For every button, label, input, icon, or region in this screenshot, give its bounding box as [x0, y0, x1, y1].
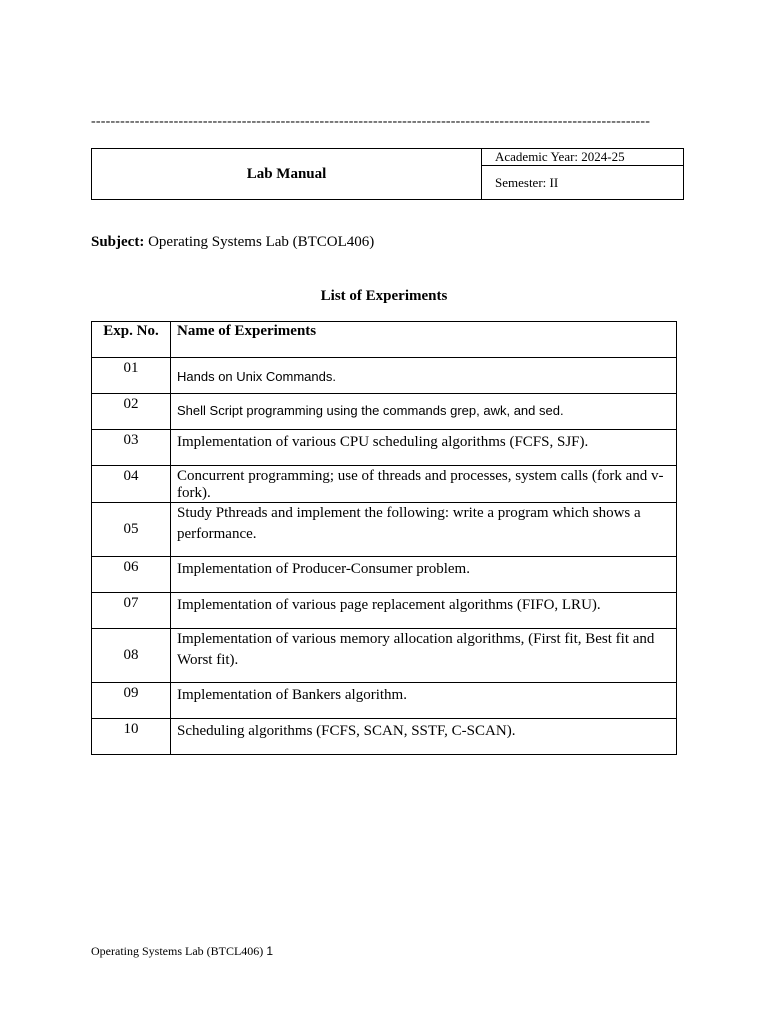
table-row	[92, 430, 677, 466]
header-box	[91, 148, 684, 200]
exp-no: 03	[92, 430, 171, 466]
exp-name: Scheduling algorithms (FCFS, SCAN, SSTF, C-SCAN).	[171, 719, 677, 755]
exp-no: 05	[92, 503, 171, 557]
table-row	[92, 503, 677, 557]
exp-no: 04	[92, 466, 171, 503]
table-row	[92, 394, 677, 430]
experiments-table	[91, 321, 677, 755]
exp-name: Implementation of Producer-Consumer problem.	[171, 557, 677, 593]
subject-value: Operating Systems Lab (BTCOL406)	[148, 234, 375, 250]
table-row	[92, 466, 677, 503]
list-title: List of Experiments	[320, 288, 448, 304]
page-footer	[91, 943, 273, 959]
exp-no: 08	[92, 629, 171, 683]
exp-name-text: Shell Script programming using the commands grep, awk, and sed.	[177, 403, 564, 418]
table-row	[92, 358, 677, 394]
exp-no: 09	[92, 683, 171, 719]
table-row	[92, 557, 677, 593]
table-row	[92, 683, 677, 719]
exp-name: Concurrent programming; use of threads and processes, system calls (fork and v-fork).	[171, 466, 677, 503]
exp-no: 02	[92, 394, 171, 430]
exp-name: Study Pthreads and implement the following: write a program which shows a performance.	[171, 503, 677, 557]
header-exp-no: Exp. No.	[92, 322, 171, 358]
table-header-row	[92, 322, 677, 358]
exp-name-text: Hands on Unix Commands.	[177, 369, 336, 384]
exp-name: Implementation of various memory allocation algorithms, (First fit, Best fit and Worst fit).	[171, 629, 677, 683]
exp-no: 07	[92, 593, 171, 629]
separator-line: -------------------------------------------------------------------------------------------------------------------	[91, 114, 651, 129]
exp-name: Implementation of various page replacement algorithms (FIFO, LRU).	[171, 593, 677, 629]
document-title: Lab Manual	[92, 149, 482, 199]
semester: Semester: II	[495, 175, 559, 190]
page-number: 1	[266, 944, 273, 958]
subject-line	[91, 233, 374, 251]
subject-label: Subject:	[91, 234, 145, 250]
header-exp-name: Name of Experiments	[171, 322, 677, 358]
exp-no: 01	[92, 358, 171, 394]
table-row	[92, 593, 677, 629]
exp-name: Implementation of Bankers algorithm.	[171, 683, 677, 719]
footer-text: Operating Systems Lab (BTCL406)	[91, 944, 264, 958]
academic-year: Academic Year: 2024-25	[482, 149, 683, 166]
exp-name: Implementation of various CPU scheduling algorithms (FCFS, SJF).	[171, 430, 677, 466]
exp-name	[171, 358, 677, 394]
exp-name	[171, 394, 677, 430]
table-row	[92, 719, 677, 755]
exp-no: 06	[92, 557, 171, 593]
exp-no: 10	[92, 719, 171, 755]
table-row	[92, 629, 677, 683]
